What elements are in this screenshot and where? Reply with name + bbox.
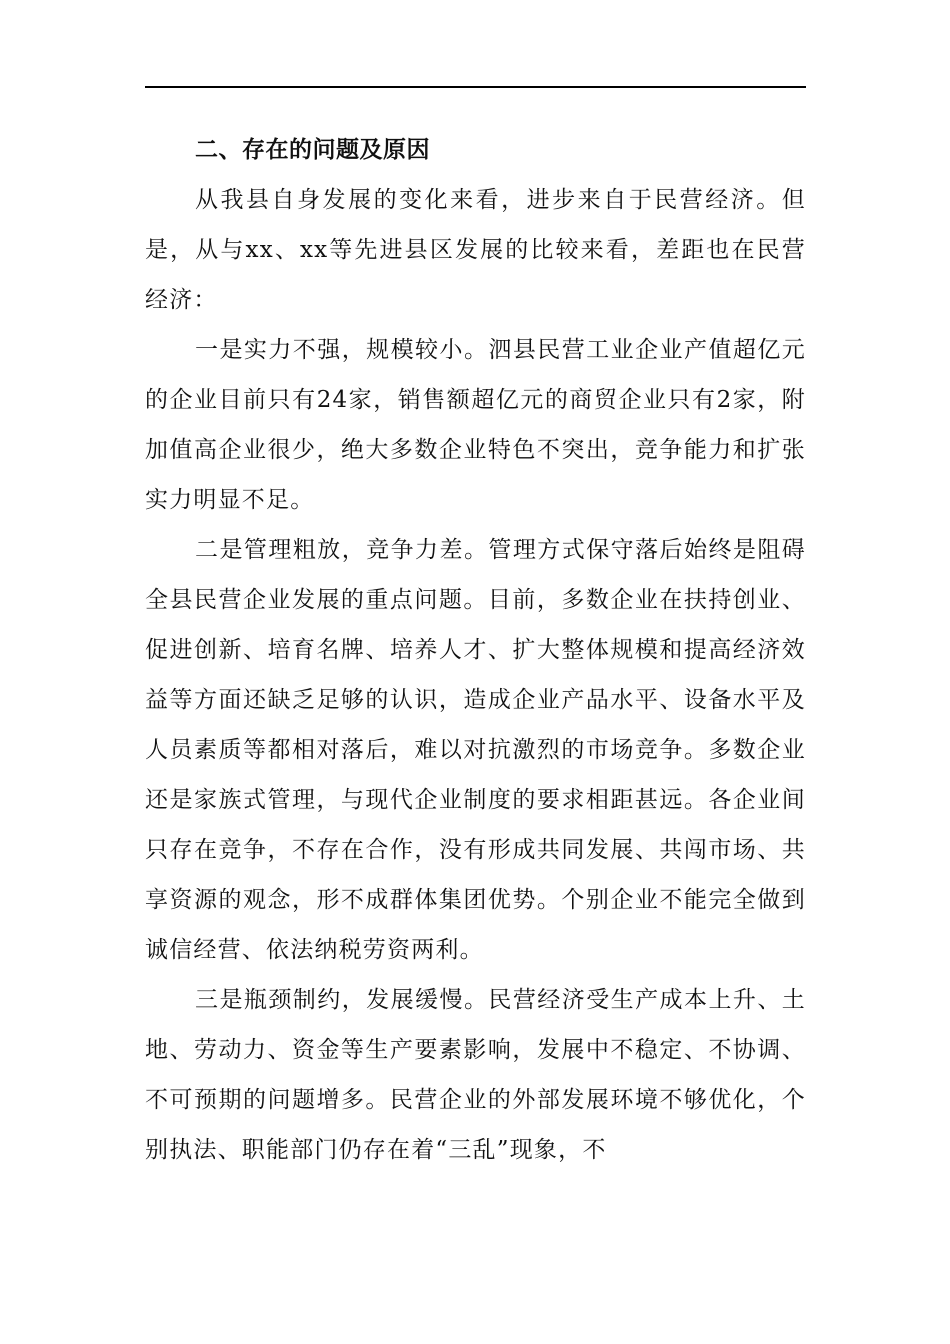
header-rule	[145, 86, 806, 88]
paragraph-intro: 从我县自身发展的变化来看，进步来自于民营经济。但是，从与xx、xx等先进县区发展的比较来看，差距也在民营经济：	[145, 187, 806, 313]
section-heading: 二、存在的问题及原因	[195, 137, 430, 163]
document-body	[145, 125, 806, 1175]
paragraph-point-three: 三是瓶颈制约，发展缓慢。民营经济受生产成本上升、土地、劳动力、资金等生产要素影响，发展中不稳定、不协调、不可预期的问题增多。民营企业的外部发展环境不够优化，个别执法、职能部门仍存在着“三乱”现象，不	[145, 987, 806, 1163]
paragraph-point-two: 二是管理粗放，竞争力差。管理方式保守落后始终是阻碍全县民营企业发展的重点问题。目前，多数企业在扶持创业、促进创新、培育名牌、培养人才、扩大整体规模和提高经济效益等方面还缺乏足够的认识，造成企业产品水平、设备水平及人员素质等都相对落后，难以对抗激烈的市场竞争。多数企业还是家族式管理，与现代企业制度的要求相距甚远。各企业间只存在竞争，不存在合作，没有形成共同发展、共闯市场、共享资源的观念，形不成群体集团优势。个别企业不能完全做到诚信经营、依法纳税劳资两利。	[145, 537, 806, 963]
paragraph-point-one: 一是实力不强，规模较小。泗县民营工业企业产值超亿元的企业目前只有24家，销售额超亿元的商贸企业只有2家，附加值高企业很少，绝大多数企业特色不突出，竞争能力和扩张实力明显不足。	[145, 337, 806, 513]
